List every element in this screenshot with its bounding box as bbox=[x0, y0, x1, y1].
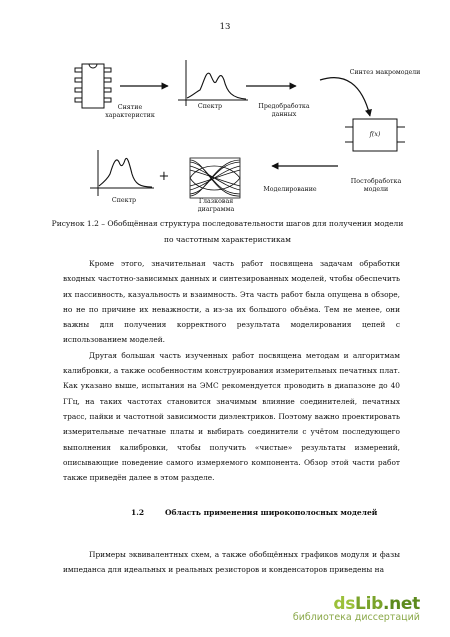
plus-sign: + bbox=[158, 169, 170, 184]
paragraph-1: Кроме этого, значительная часть работ посвящена задачам обработки входных частотно-зависимых данных и синтезированных моделей, чтобы обеспечить их пассивность, казуальность и взаимность. Эта часть работ была опущена в обзоре, но не по причине их неважности, а из-за их большого объёма. Тем не менее, они важны для получения корректного результата моделирования цепей с использованием моделей. bbox=[63, 259, 400, 345]
figure-caption-line2: по частотным характеристикам bbox=[164, 235, 291, 244]
label-fx: f(x) bbox=[369, 131, 381, 138]
label-spectrum-top: Спектр bbox=[197, 103, 223, 110]
process-diagram bbox=[0, 0, 450, 230]
label-measure: Снятие характеристик bbox=[105, 104, 155, 119]
label-postprocess: Постобработка модели bbox=[350, 178, 402, 193]
paragraph-3: Примеры эквивалентных схем, а также обобщённых графиков модуля и фазы импеданса для идеальных и реальных резисторов и конденсаторов приведены на bbox=[63, 550, 400, 575]
label-modeling: Моделирование bbox=[263, 186, 317, 193]
label-synthesis: Синтез макромодели bbox=[349, 69, 421, 76]
paragraph-2: Другая большая часть изученных работ посвящена методам и алгоритмам калибровки, а также особенностям конструирования измерительных печатных плат. Как указано выше, испытания на ЭМС рекомендуется проводить в диапазоне до 40 ГГц, на таких частотах становится значимым влияние соединителей, печатных трасс, пайки и частотной зависимости диэлектриков. Поэтому важно проектировать измерительные печатные платы и выбирать соединители с учётом последующего выполнения калибровки, чтобы получить «чистые» результаты измерений, описывающие поведение самого измеряемого компонента. Обзор этой части работ также приведён далее в этом разделе. bbox=[63, 350, 400, 483]
body-text-continued bbox=[63, 547, 400, 578]
watermark-logo bbox=[293, 594, 420, 623]
label-spectrum-bottom: Спектр bbox=[111, 197, 137, 204]
watermark-lib: Lib bbox=[355, 594, 383, 614]
eye-diagram bbox=[190, 158, 240, 198]
watermark-ds: ds bbox=[333, 594, 356, 614]
arrow-synthesis bbox=[320, 78, 370, 116]
chip-icon bbox=[75, 64, 111, 108]
section-title: Область применения широкополосных моделей bbox=[165, 508, 378, 517]
spectrum-plot-top bbox=[178, 60, 248, 106]
section-number: 1.2 bbox=[131, 508, 145, 517]
page-number: 13 bbox=[219, 22, 231, 32]
figure-caption-line1: Рисунок 1.2 – Обобщённая структура последовательности шагов для получения модели bbox=[51, 219, 404, 228]
body-text bbox=[63, 256, 400, 485]
label-eye-diagram: Глазковая диаграмма bbox=[197, 198, 235, 213]
watermark-net: .net bbox=[382, 594, 420, 614]
watermark-subtitle: библиотека диссертаций bbox=[292, 612, 420, 623]
spectrum-plot-bottom bbox=[90, 150, 154, 196]
label-preprocess: Предобработка данных bbox=[258, 103, 310, 118]
